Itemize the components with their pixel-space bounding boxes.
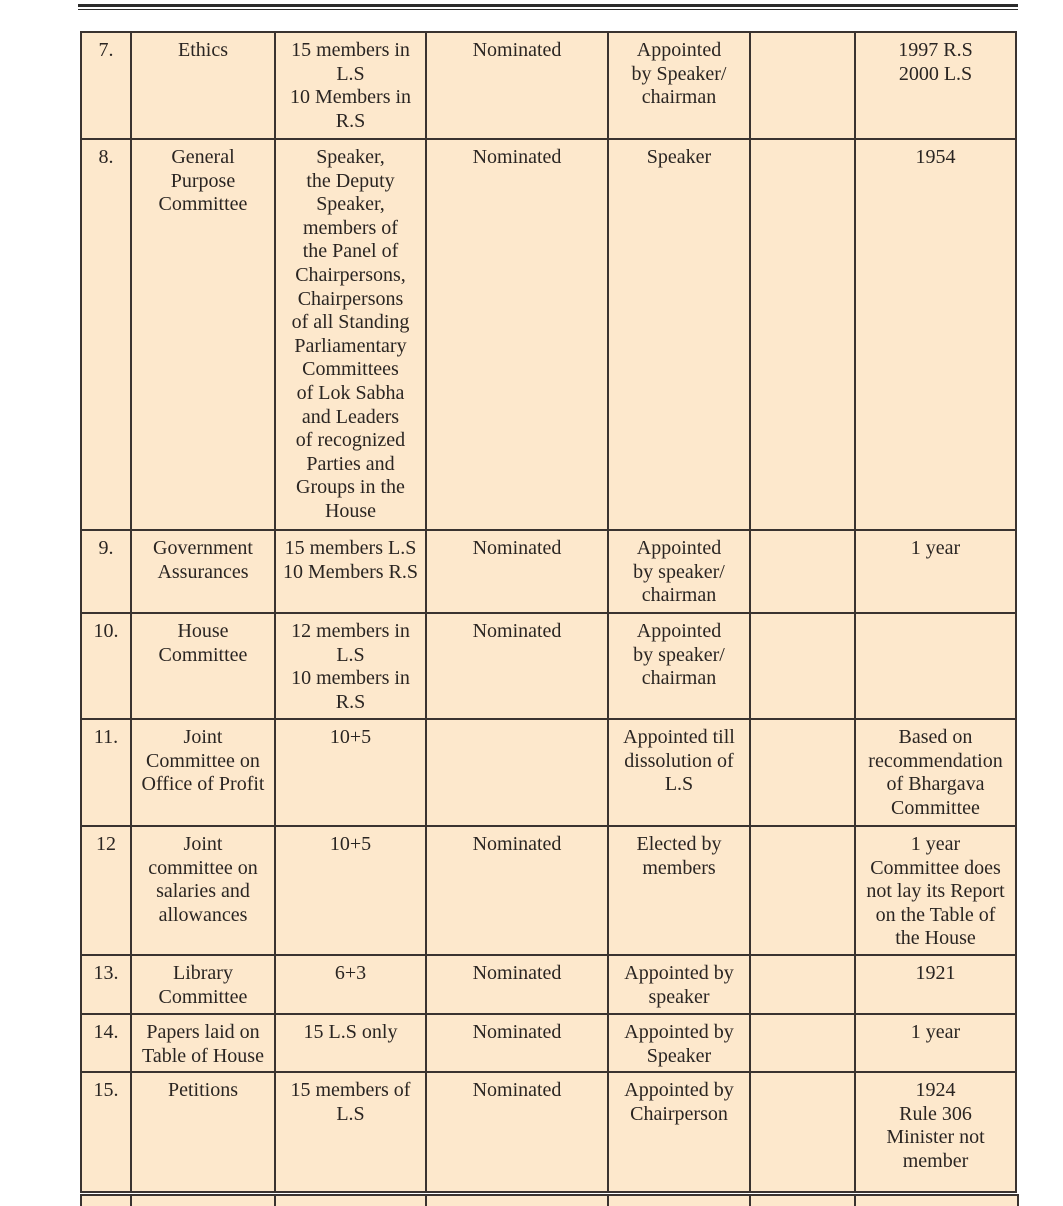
- remarks-line: 1954: [915, 146, 956, 168]
- blank-cell: [750, 32, 855, 139]
- remarks-cell: [855, 1072, 1016, 1192]
- members-line: Committees: [302, 358, 399, 381]
- committee-name-cell: [131, 955, 275, 1014]
- committee-name-line: Ethics: [178, 39, 228, 61]
- members-line: Parliamentary: [294, 334, 407, 357]
- committee-name-line: Committee: [158, 985, 248, 1008]
- remarks-line: the House: [895, 927, 976, 950]
- appointment-line: Elected by: [636, 833, 722, 855]
- appointment-line: Appointed: [636, 620, 722, 642]
- header-rule-thin: [78, 9, 1018, 10]
- table-row: [81, 139, 1016, 530]
- committee-name-cell: [131, 613, 275, 719]
- committee-name-line: Papers laid on: [146, 1021, 260, 1043]
- table-row: [81, 955, 1016, 1014]
- members-line: 15 members L.S: [284, 537, 417, 559]
- blank-cell: [750, 1072, 855, 1192]
- members-line: 15 L.S only: [303, 1021, 398, 1043]
- committee-name-line: salaries and: [156, 880, 250, 903]
- members-line: Groups in the: [296, 476, 405, 499]
- committee-name-line: Petitions: [167, 1079, 238, 1101]
- row-number-cell: 13.: [81, 955, 131, 1014]
- appointment-cell: [608, 1014, 750, 1072]
- appointment-line: by Speaker/: [631, 62, 727, 85]
- committee-name-line: Library: [173, 962, 233, 984]
- members-cell: [275, 826, 426, 955]
- remarks-line: Committee: [891, 796, 980, 819]
- members-line: 10 Members R.S: [283, 560, 418, 583]
- members-cell: [275, 1072, 426, 1192]
- selection-cell: [426, 1014, 608, 1072]
- selection-cell: [426, 613, 608, 719]
- remarks-line: not lay its Report: [866, 880, 1005, 903]
- members-line: 10+5: [329, 726, 372, 748]
- row-number-cell: 15.: [81, 1072, 131, 1192]
- remarks-cell: [855, 826, 1016, 955]
- appointment-line: chairman: [641, 86, 717, 109]
- blank-cell: [750, 955, 855, 1014]
- members-line: House: [324, 499, 377, 522]
- row-number-cell: 10.: [81, 613, 131, 719]
- members-cell: [275, 139, 426, 530]
- remarks-cell: [855, 719, 1016, 826]
- committee-name-line: Committee on: [146, 749, 260, 772]
- blank-cell: [750, 613, 855, 719]
- appointment-line: chairman: [641, 584, 717, 607]
- appointment-line: Appointed by: [624, 1079, 734, 1101]
- remarks-line: 1921: [915, 962, 956, 984]
- remarks-line: recommendation: [868, 749, 1003, 772]
- members-cell: [275, 955, 426, 1014]
- appointment-line: Appointed: [636, 39, 722, 61]
- appointment-line: dissolution of: [624, 749, 734, 772]
- remarks-line: Committee does: [870, 856, 1001, 879]
- members-line: Parties and: [306, 452, 395, 475]
- members-line: the Deputy: [306, 169, 395, 192]
- selection-line: Nominated: [472, 537, 562, 559]
- remarks-cell: [855, 1014, 1016, 1072]
- members-line: L.S: [336, 1102, 365, 1125]
- blank-cell: [750, 530, 855, 613]
- table-body: [81, 32, 1016, 1192]
- selection-line: Nominated: [472, 39, 562, 61]
- members-line: of recognized: [295, 429, 406, 452]
- blank-cell: [750, 719, 855, 826]
- members-cell: [275, 530, 426, 613]
- appointment-line: Appointed by: [624, 1021, 734, 1043]
- committee-name-line: Joint: [183, 833, 223, 855]
- committee-name-line: Table of House: [142, 1044, 264, 1067]
- selection-line: Nominated: [472, 620, 562, 642]
- members-line: and Leaders: [301, 405, 400, 428]
- members-line: R.S: [335, 109, 366, 132]
- committee-name-cell: [131, 32, 275, 139]
- row-number-cell: 8.: [81, 139, 131, 530]
- appointment-line: Appointed by: [624, 962, 734, 984]
- selection-cell: [426, 530, 608, 613]
- table-row: [81, 613, 1016, 719]
- committee-name-cell: [131, 826, 275, 955]
- members-line: L.S: [336, 62, 365, 85]
- remarks-cell: [855, 530, 1016, 613]
- appointment-line: chairman: [641, 667, 717, 690]
- appointment-line: members: [642, 856, 716, 879]
- appointment-line: Appointed till: [623, 726, 735, 748]
- committee-name-line: General: [171, 146, 235, 168]
- members-line: Chairpersons,: [295, 263, 406, 286]
- remarks-line: on the Table of: [875, 903, 996, 926]
- table-row: [81, 1072, 1016, 1192]
- appointment-line: L.S: [664, 773, 694, 796]
- members-line: of all Standing: [291, 311, 410, 334]
- row-number-cell: 12: [81, 826, 131, 955]
- members-line: 6+3: [334, 962, 367, 984]
- committee-name-line: Committee: [158, 193, 248, 216]
- committee-name-line: Office of Profit: [141, 773, 265, 796]
- selection-line: Nominated: [472, 962, 562, 984]
- remarks-line: 1 year: [910, 537, 961, 559]
- selection-cell: [426, 1072, 608, 1192]
- table-row: [81, 530, 1016, 613]
- appointment-cell: [608, 826, 750, 955]
- members-cell: [275, 719, 426, 826]
- committee-name-cell: [131, 1072, 275, 1192]
- appointment-cell: [608, 955, 750, 1014]
- committee-name-cell: [131, 1014, 275, 1072]
- remarks-cell: [855, 955, 1016, 1014]
- table-row: [81, 32, 1016, 139]
- appointment-cell: [608, 530, 750, 613]
- members-line: R.S: [335, 690, 366, 713]
- row-number-cell: 7.: [81, 32, 131, 139]
- table-row: [81, 826, 1016, 955]
- members-line: of Lok Sabha: [296, 381, 405, 404]
- remarks-cell: [855, 139, 1016, 530]
- row-number-cell: 11.: [81, 719, 131, 826]
- appointment-line: by speaker/: [633, 560, 725, 583]
- committee-name-cell: [131, 530, 275, 613]
- appointment-line: Appointed: [636, 537, 722, 559]
- remarks-line: 1924: [915, 1079, 956, 1101]
- header-rule-thick: [78, 4, 1018, 7]
- committees-table: [80, 31, 1017, 1193]
- remarks-cell: [855, 613, 1016, 719]
- selection-line: Nominated: [472, 1021, 562, 1043]
- selection-line: Nominated: [472, 146, 562, 168]
- committee-name-line: Assurances: [157, 560, 249, 583]
- members-line: Speaker,: [316, 193, 385, 216]
- committee-name-cell: [131, 719, 275, 826]
- members-line: 10 Members in: [289, 86, 412, 109]
- committee-name-line: Purpose: [170, 169, 236, 192]
- table-row: [81, 719, 1016, 826]
- blank-cell: [750, 139, 855, 530]
- appointment-cell: [608, 139, 750, 530]
- appointment-line: Speaker: [646, 1044, 712, 1067]
- committee-name-line: Joint: [183, 726, 223, 748]
- remarks-cell: [855, 32, 1016, 139]
- remarks-line: 1 year: [910, 1021, 961, 1043]
- appointment-cell: [608, 1072, 750, 1192]
- appointment-cell: [608, 32, 750, 139]
- appointment-line: speaker: [648, 985, 710, 1008]
- row-number-cell: 9.: [81, 530, 131, 613]
- members-cell: [275, 32, 426, 139]
- row-number-cell: 14.: [81, 1014, 131, 1072]
- members-line: Chairpersons: [297, 287, 404, 310]
- committee-name-line: House: [177, 620, 229, 642]
- remarks-line: member: [902, 1149, 969, 1172]
- next-row-edge: [80, 1194, 1019, 1206]
- selection-line: Nominated: [472, 833, 562, 855]
- members-line: 10+5: [329, 833, 372, 855]
- committee-name-line: Government: [153, 537, 253, 559]
- members-line: 10 members in: [291, 667, 410, 690]
- selection-line: Nominated: [472, 1079, 562, 1101]
- selection-cell: [426, 826, 608, 955]
- members-line: the Panel of: [302, 240, 399, 263]
- blank-cell: [750, 1014, 855, 1072]
- members-line: 15 members in: [291, 39, 410, 61]
- blank-cell: [750, 826, 855, 955]
- appointment-line: Speaker: [646, 146, 712, 168]
- committee-name-line: allowances: [158, 903, 248, 926]
- table-row: [81, 1014, 1016, 1072]
- selection-cell: [426, 955, 608, 1014]
- members-cell: [275, 613, 426, 719]
- remarks-line: Minister not: [886, 1126, 985, 1149]
- remarks-line: of Bhargava: [886, 773, 985, 796]
- selection-cell: [426, 719, 608, 826]
- remarks-line: Rule 306: [899, 1102, 972, 1125]
- members-line: L.S: [336, 643, 365, 666]
- committee-name-cell: [131, 139, 275, 530]
- members-line: members of: [303, 216, 398, 239]
- remarks-line: 1 year: [910, 833, 961, 855]
- selection-cell: [426, 32, 608, 139]
- members-line: 15 members of: [290, 1079, 411, 1101]
- committee-name-line: committee on: [148, 856, 258, 879]
- appointment-cell: [608, 719, 750, 826]
- appointment-line: by speaker/: [633, 643, 725, 666]
- remarks-line: Based on: [898, 726, 973, 748]
- remarks-line: 2000 L.S: [898, 62, 973, 85]
- appointment-cell: [608, 613, 750, 719]
- selection-cell: [426, 139, 608, 530]
- members-cell: [275, 1014, 426, 1072]
- members-line: Speaker,: [316, 146, 385, 168]
- members-line: 12 members in: [291, 620, 410, 642]
- committee-name-line: Committee: [158, 643, 248, 666]
- remarks-line: 1997 R.S: [898, 39, 973, 61]
- appointment-line: Chairperson: [630, 1102, 728, 1125]
